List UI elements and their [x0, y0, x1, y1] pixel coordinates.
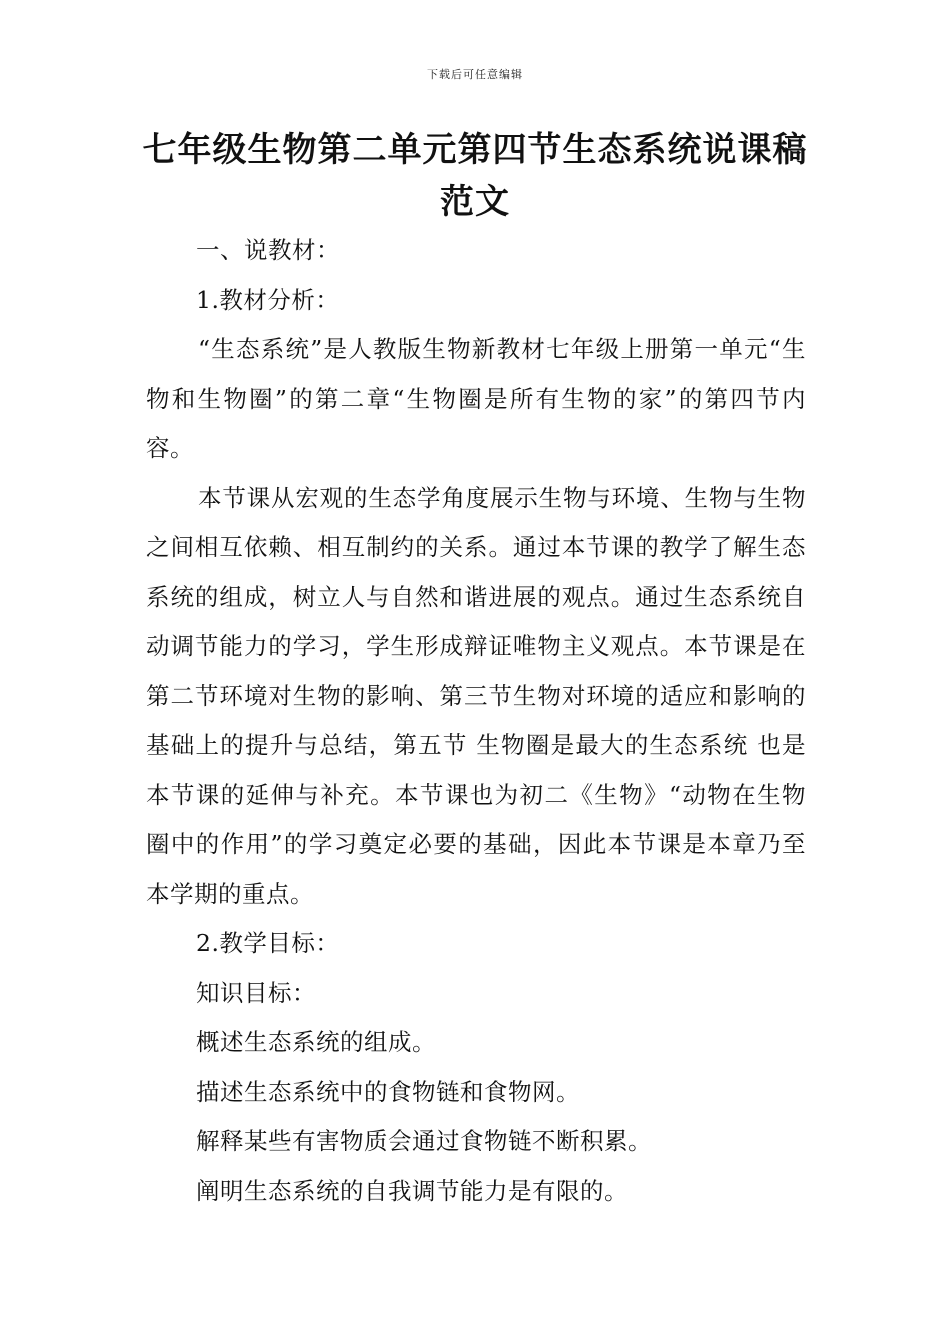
goal-item: 概述生态系统的组成。 — [196, 1028, 436, 1056]
goal-item: 阐明生态系统的自我调节能力是有限的。 — [196, 1176, 628, 1205]
subheading-knowledge-goals: 知识目标： — [196, 978, 316, 1007]
paragraph-lesson-overview: 本节课从宏观的生态学角度展示生物与环境、生物与生物之间相互依赖、相互制约的关系。通过本节课的教学了解生态系统的组成，树立人与自然和谐进展的观点。通过生态系统自动调节能力的学习，学生形成辩证唯物主义观点。本节课是在第二节环境对生物的影响、第三节生物对环境的适应和影响的基础上的提升与总结，第五节 生物圈是最大的生态系统 也是本节课的延伸与补充。本节课也为初二《生物》“动物在生物圈中的作用”的学习奠定必要的基础，因此本节课是本章乃至本学期的重点。 — [146, 483, 806, 908]
goal-item: 解释某些有害物质会通过食物链不断积累。 — [196, 1127, 652, 1155]
subheading-teaching-goals: 2.教学目标： — [196, 929, 340, 957]
document-title: 七年级生物第二单元第四节生态系统说课稿范文 — [142, 130, 808, 222]
subheading-textbook-analysis: 1.教材分析： — [196, 285, 340, 314]
document-body — [146, 226, 806, 1216]
section-heading-textbook: 一、说教材： — [196, 236, 340, 264]
paragraph-ecosystem-intro: “生态系统”是人教版生物新教材七年级上册第一单元“生物和生物圈”的第二章“生物圈是所有生物的家”的第四节内容。 — [146, 335, 806, 462]
goal-item: 描述生态系统中的食物链和食物网。 — [196, 1077, 580, 1106]
header-note: 下载后可任意编辑 — [427, 68, 523, 81]
